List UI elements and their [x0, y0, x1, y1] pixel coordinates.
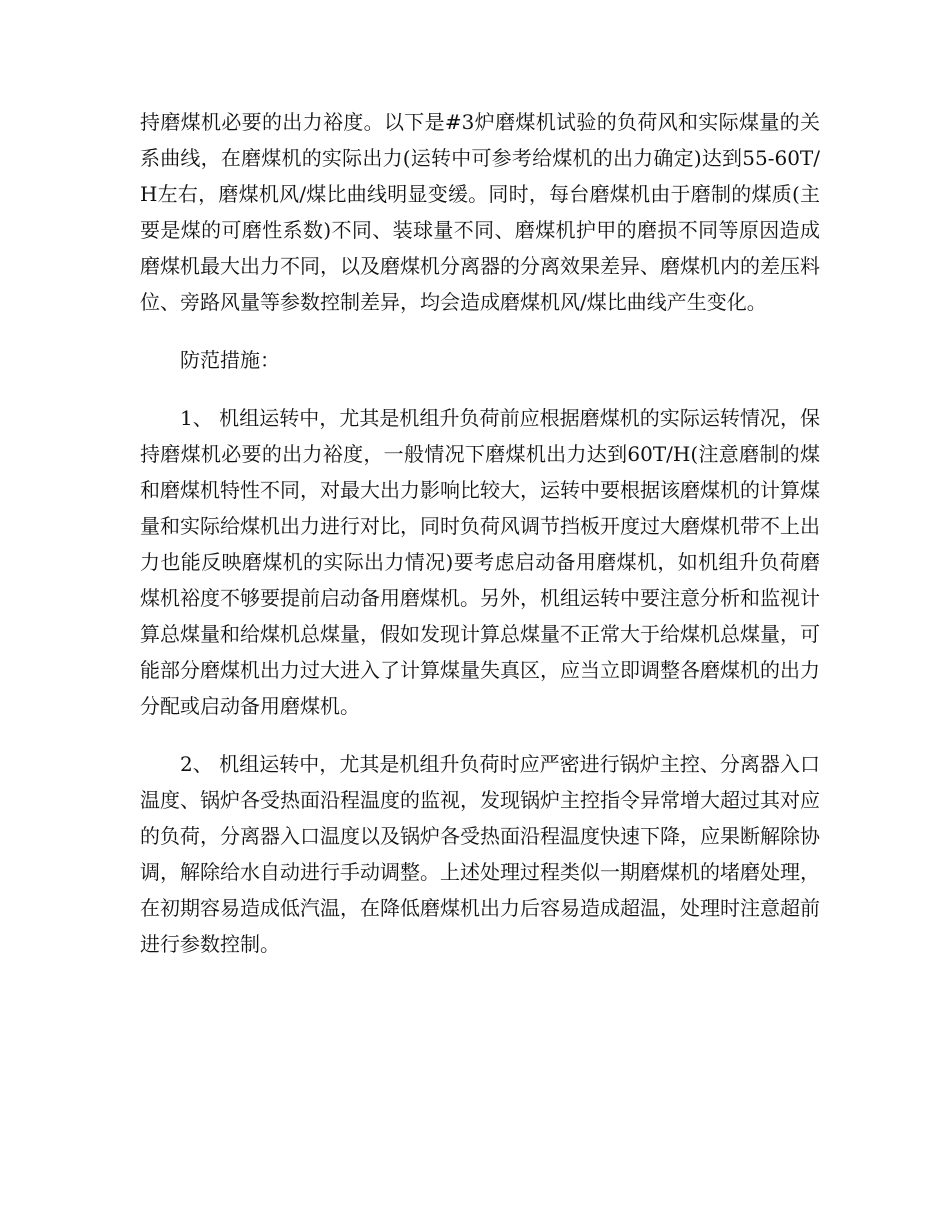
document-body — [140, 104, 820, 962]
paragraph-heading-measures: 防范措施： — [180, 348, 280, 372]
paragraph-measure-1: 1、 机组运转中，尤其是机组升负荷前应根据磨煤机的实际运转情况，保持磨煤机必要的出力裕度，一般情况下磨煤机出力达到60T/H(注意磨制的煤和磨煤机特性不同，对最大出力影响比较大，运转中要根据该磨煤机的计算煤量和实际给煤机出力进行对比，同时负荷风调节挡板开度过大磨煤机带不上出力也能反映磨煤机的实际出力情况)要考虑启动备用磨煤机，如机组升负荷磨煤机裕度不够要提前启动备用磨煤机。另外，机组运转中要注意分析和监视计算总煤量和给煤机总煤量，假如发现计算总煤量不正常大于给煤机总煤量，可能部分磨煤机出力过大进入了计算煤量失真区，应当立即调整各磨煤机的出力分配或启动备用磨煤机。 — [140, 406, 820, 718]
paragraph-measure-2: 2、 机组运转中，尤其是机组升负荷时应严密进行锅炉主控、分离器入口温度、锅炉各受热面沿程温度的监视，发现锅炉主控指令异常增大超过其对应的负荷，分离器入口温度以及锅炉各受热面沿程温度快速下降，应果断解除协调，解除给水自动进行手动调整。上述处理过程类似一期磨煤机的堵磨处理，在初期容易造成低汽温，在降低磨煤机出力后容易造成超温，处理时注意超前进行参数控制。 — [140, 752, 820, 956]
paragraph-continuation: 持磨煤机必要的出力裕度。以下是#3炉磨煤机试验的负荷风和实际煤量的关系曲线，在磨煤机的实际出力(运转中可参考给煤机的出力确定)达到55-60T/H左右，磨煤机风/煤比曲线明显变缓。同时，每台磨煤机由于磨制的煤质(主要是煤的可磨性系数)不同、装球量不同、磨煤机护甲的磨损不同等原因造成磨煤机最大出力不同，以及磨煤机分离器的分离效果差异、磨煤机内的差压料位、旁路风量等参数控制差异，均会造成磨煤机风/煤比曲线产生变化。 — [140, 110, 820, 314]
